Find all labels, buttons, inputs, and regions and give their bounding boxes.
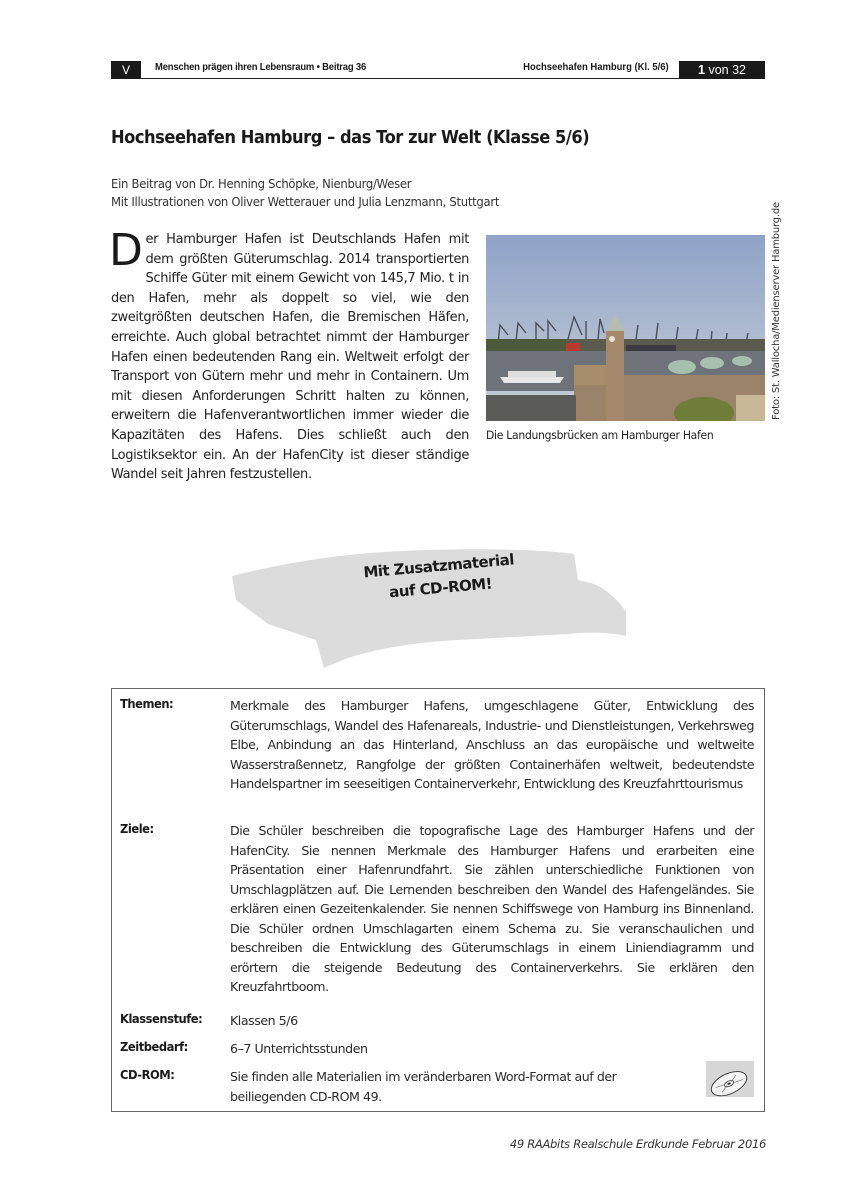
drop-cap: D — [109, 225, 143, 276]
harbour-photo-illustration — [486, 235, 765, 421]
pier — [486, 395, 576, 421]
harbour-photo — [486, 235, 765, 421]
text-zeitbedarf: 6–7 Unterrichtsstunden — [230, 1041, 368, 1056]
banner-line-1: Mit Zusatzmaterial — [362, 550, 515, 582]
section-letter: V — [111, 61, 141, 79]
building-wing — [574, 365, 608, 385]
label-klassenstufe: Klassenstufe: — [120, 1011, 203, 1026]
text-cdrom: Sie finden alle Materialien im veränderbaren Word-Format auf der beiliegenden CD-ROM 49. — [230, 1069, 617, 1104]
red-dock — [566, 343, 580, 351]
page-current: 1 — [698, 63, 705, 77]
photo-caption: Die Landungsbrücken am Hamburger Hafen — [486, 428, 714, 442]
cd-disc-glyph — [706, 1061, 754, 1097]
topic-title: Hochseehafen Hamburg (Kl. 5/6) — [523, 61, 669, 73]
tower-clock — [609, 336, 615, 342]
dome — [732, 356, 752, 366]
page-number — [679, 61, 765, 79]
text-klassenstufe: Klassen 5/6 — [230, 1013, 298, 1028]
dome — [700, 357, 724, 369]
text-ziele: Die Schüler beschreiben die topografische Lage des Hamburger Hafens und der HafenCity. Sie nennen Merkmale des Hamburger Hafens und erarbeiten eine Präsentation einer Hafenrundfahrt. Sie zählen unterschiedliche Funktionen von Umschlagplätzen auf. Die Lernenden beschreiben den Wandel des Hafengeländes. Sie erklären einen Gezeitenkalender. Sie nennen Schiffswege von Hamburg ins Binnenland. Die Schüler ordnen Umschlagarten einem Schema zu. Sie veranschaulichen und beschreiben die Entwicklung des Güterumschlags in einem Liniendiagramm und erörtern die steigende Bedeutung des Containerverkehrs. Sie erklären den Kreuzfahrtboom. — [230, 823, 754, 994]
text-themen: Merkmale des Hamburger Hafens, umgeschlagene Güter, Entwicklung des Güterumschlags, Wandel des Hafenareals, Industrie- und Dienstleistungen, Verkehrsweg Elbe, Anbindung an das Hinterland, Anschluss an das europäische und weltweite Wasserstraßennetz, Rangfolge der größten Containerhäfen weltweit, bedeutendste Handelspartner im seeseitigen Containerverkehr, Entwicklung des Kreuzfahrttourismus — [230, 698, 754, 791]
cd-icon — [706, 1061, 754, 1097]
illustrators-line: Mit Illustrationen von Oliver Wetterauer und Julia Lenzmann, Stuttgart — [111, 194, 500, 209]
page-footer: 49 RAAbits Realschule Erdkunde Februar 2016 — [509, 1137, 766, 1151]
ferry-deck — [508, 371, 556, 377]
banner-line-2: auf CD-ROM! — [388, 574, 493, 602]
page-total: von 32 — [708, 63, 746, 77]
trees — [486, 339, 566, 353]
label-zeitbedarf: Zeitbedarf: — [120, 1039, 188, 1054]
info-box — [111, 688, 765, 1112]
intro-paragraph — [109, 225, 469, 485]
label-themen: Themen: — [120, 696, 174, 711]
dome — [668, 360, 696, 374]
label-ziele: Ziele: — [120, 821, 154, 836]
label-cdrom: CD-ROM: — [120, 1067, 175, 1082]
plaza — [736, 395, 765, 421]
photo-credit: Foto: St. Wallocha/Medienserver Hamburg.de — [771, 202, 782, 420]
clock-tower — [606, 331, 624, 421]
ferry-boat — [500, 377, 564, 383]
page-header — [111, 61, 765, 79]
author-line: Ein Beitrag von Dr. Henning Schöpke, Nienburg/Weser — [111, 176, 412, 191]
intro-text: er Hamburger Hafen ist Deutschlands Hafen mit dem größten Güterumschlag. 2014 transportierten Schiffe Güter mit einem Gewicht von 145,7 Mio. t in den Hafen, mehr als doppelt so viel, wie den zweitgrößten deutschen Hafen, die Bremischen Häfen, erreichte. Auch global betrachtet nimmt der Hamburger Hafen einen bedeutenden Rang ein. Weltweit erfolgt der Transport von Gütern mehr und mehr in Containern. Um mit diesen Anforderungen Schritt halten zu können, erweitern die Hafenverantwortlichen immer wieder die Kapazitäten des Hafens. Dies schließt auch den Logistiksektor ein. An der HafenCity ist dieser ständige Wandel seit Jahren festzustellen. — [111, 232, 469, 483]
page-title: Hochseehafen Hamburg – das Tor zur Welt (Klasse 5/6) — [111, 128, 590, 148]
series-title: Menschen prägen ihren Lebensraum • Beitrag 36 — [155, 61, 367, 73]
